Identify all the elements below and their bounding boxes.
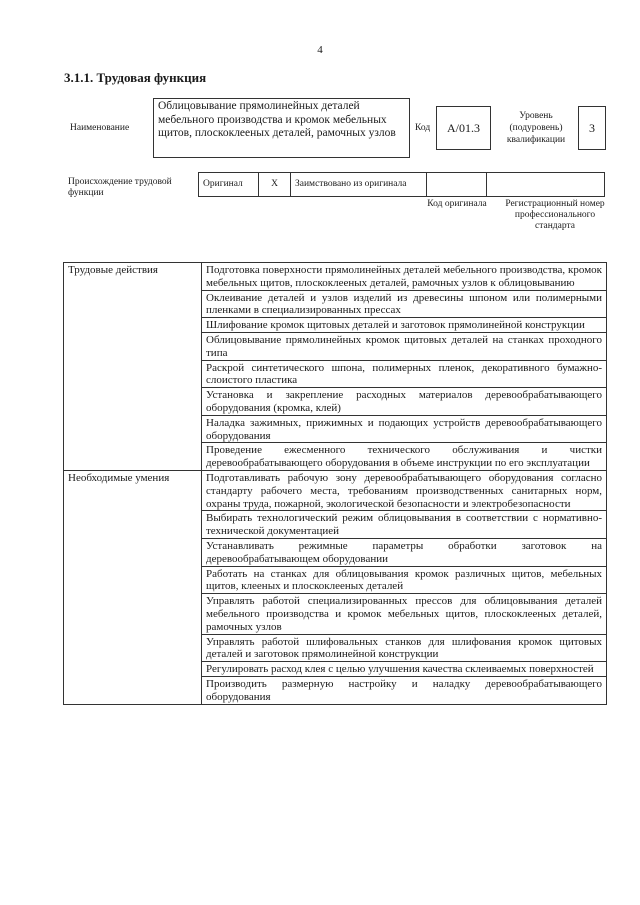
original-code-cell: [427, 173, 487, 197]
qualification-level-label: Уровень (подуровень) квалификации: [506, 111, 566, 145]
required-skill-item: Управлять работой специализированных прессов для облицовывания деталей мебельного производства и кромок мебельных щитов, плоскоклееных деталей, рамочных узлов: [202, 594, 607, 634]
original-code-caption: Код оригинала: [427, 199, 487, 209]
labor-action-item: Подготовка поверхности прямолинейных деталей мебельного производства, кромок мебельных щитов, плоскоклееных деталей, рамочных узлов к облицовыванию: [202, 263, 607, 291]
labor-action-item: Установка и закрепление расходных материалов деревообрабатывающего оборудования (кромка, клей): [202, 388, 607, 416]
registration-number-caption: Регистрационный номер профессионального стандарта: [505, 199, 605, 231]
required-skill-item: Устанавливать режимные параметры обработки заготовок на деревообрабатывающем оборудовании: [202, 538, 607, 566]
origin-table: [198, 172, 605, 197]
borrowed-label: Заимствовано из оригинала: [291, 173, 427, 197]
original-label: Оригинал: [199, 173, 259, 197]
original-mark: X: [259, 173, 291, 197]
labor-action-item: Раскрой синтетического шпона, полимерных пленок, декоративного бумажно-слоистого пластика: [202, 360, 607, 388]
required-skill-item: Регулировать расход клея с целью улучшения качества склеиваемых поверхностей: [202, 662, 607, 677]
function-code-value: A/01.3: [436, 106, 491, 150]
required-skill-item: Работать на станках для облицовывания кромок различных щитов, мебельных щитов, клееных и плоскоклееных деталей: [202, 566, 607, 594]
required-skill-item: Управлять работой шлифовальных станков для шлифования кромок щитовых деталей и заготовок прямолинейной конструкции: [202, 634, 607, 662]
function-details-table: [63, 262, 607, 705]
required-skill-section-label: Необходимые умения: [64, 470, 202, 704]
origin-label: Происхождение трудовой функции: [68, 177, 172, 198]
labor-action-section-label: Трудовые действия: [64, 263, 202, 471]
registration-number-cell: [487, 173, 605, 197]
labor-action-item: Наладка зажимных, прижимных и подающих устройств деревообрабатывающего оборудования: [202, 415, 607, 443]
code-label: Код: [415, 123, 431, 133]
required-skill-item: Подготавливать рабочую зону деревообрабатывающего оборудования согласно стандарту рабочего места, требованиям производственных санитарных норм, охраны труда, пожарной, экологической безопасности и электробезопасности: [202, 470, 607, 510]
name-label: Наименование: [70, 123, 130, 133]
labor-action-item: Облицовывание прямолинейных кромок щитовых деталей на станках проходного типа: [202, 332, 607, 360]
qualification-level-value: 3: [578, 106, 606, 150]
required-skill-item: Выбирать технологический режим облицовывания в соответствии с нормативно-технической документацией: [202, 511, 607, 539]
required-skill-row: [64, 470, 607, 510]
function-name-value: Облицовывание прямолинейных деталей мебельного производства и кромок мебельных щитов, плоскоклееных деталей, рамочных узлов: [153, 98, 410, 158]
required-skill-item: Производить размерную настройку и наладку деревообрабатывающего оборудования: [202, 676, 607, 704]
labor-action-item: Проведение ежесменного технического обслуживания и чистки деревообрабатывающего оборудования в объеме инструкции по его эксплуатации: [202, 443, 607, 471]
page-number: 4: [317, 44, 323, 56]
labor-action-item: Оклеивание деталей и узлов изделий из древесины шпоном или полимерными пленками в специализированных прессах: [202, 290, 607, 318]
labor-action-row: [64, 263, 607, 291]
section-title: 3.1.1. Трудовая функция: [64, 70, 207, 85]
labor-action-item: Шлифование кромок щитовых деталей и заготовок прямолинейной конструкции: [202, 318, 607, 333]
